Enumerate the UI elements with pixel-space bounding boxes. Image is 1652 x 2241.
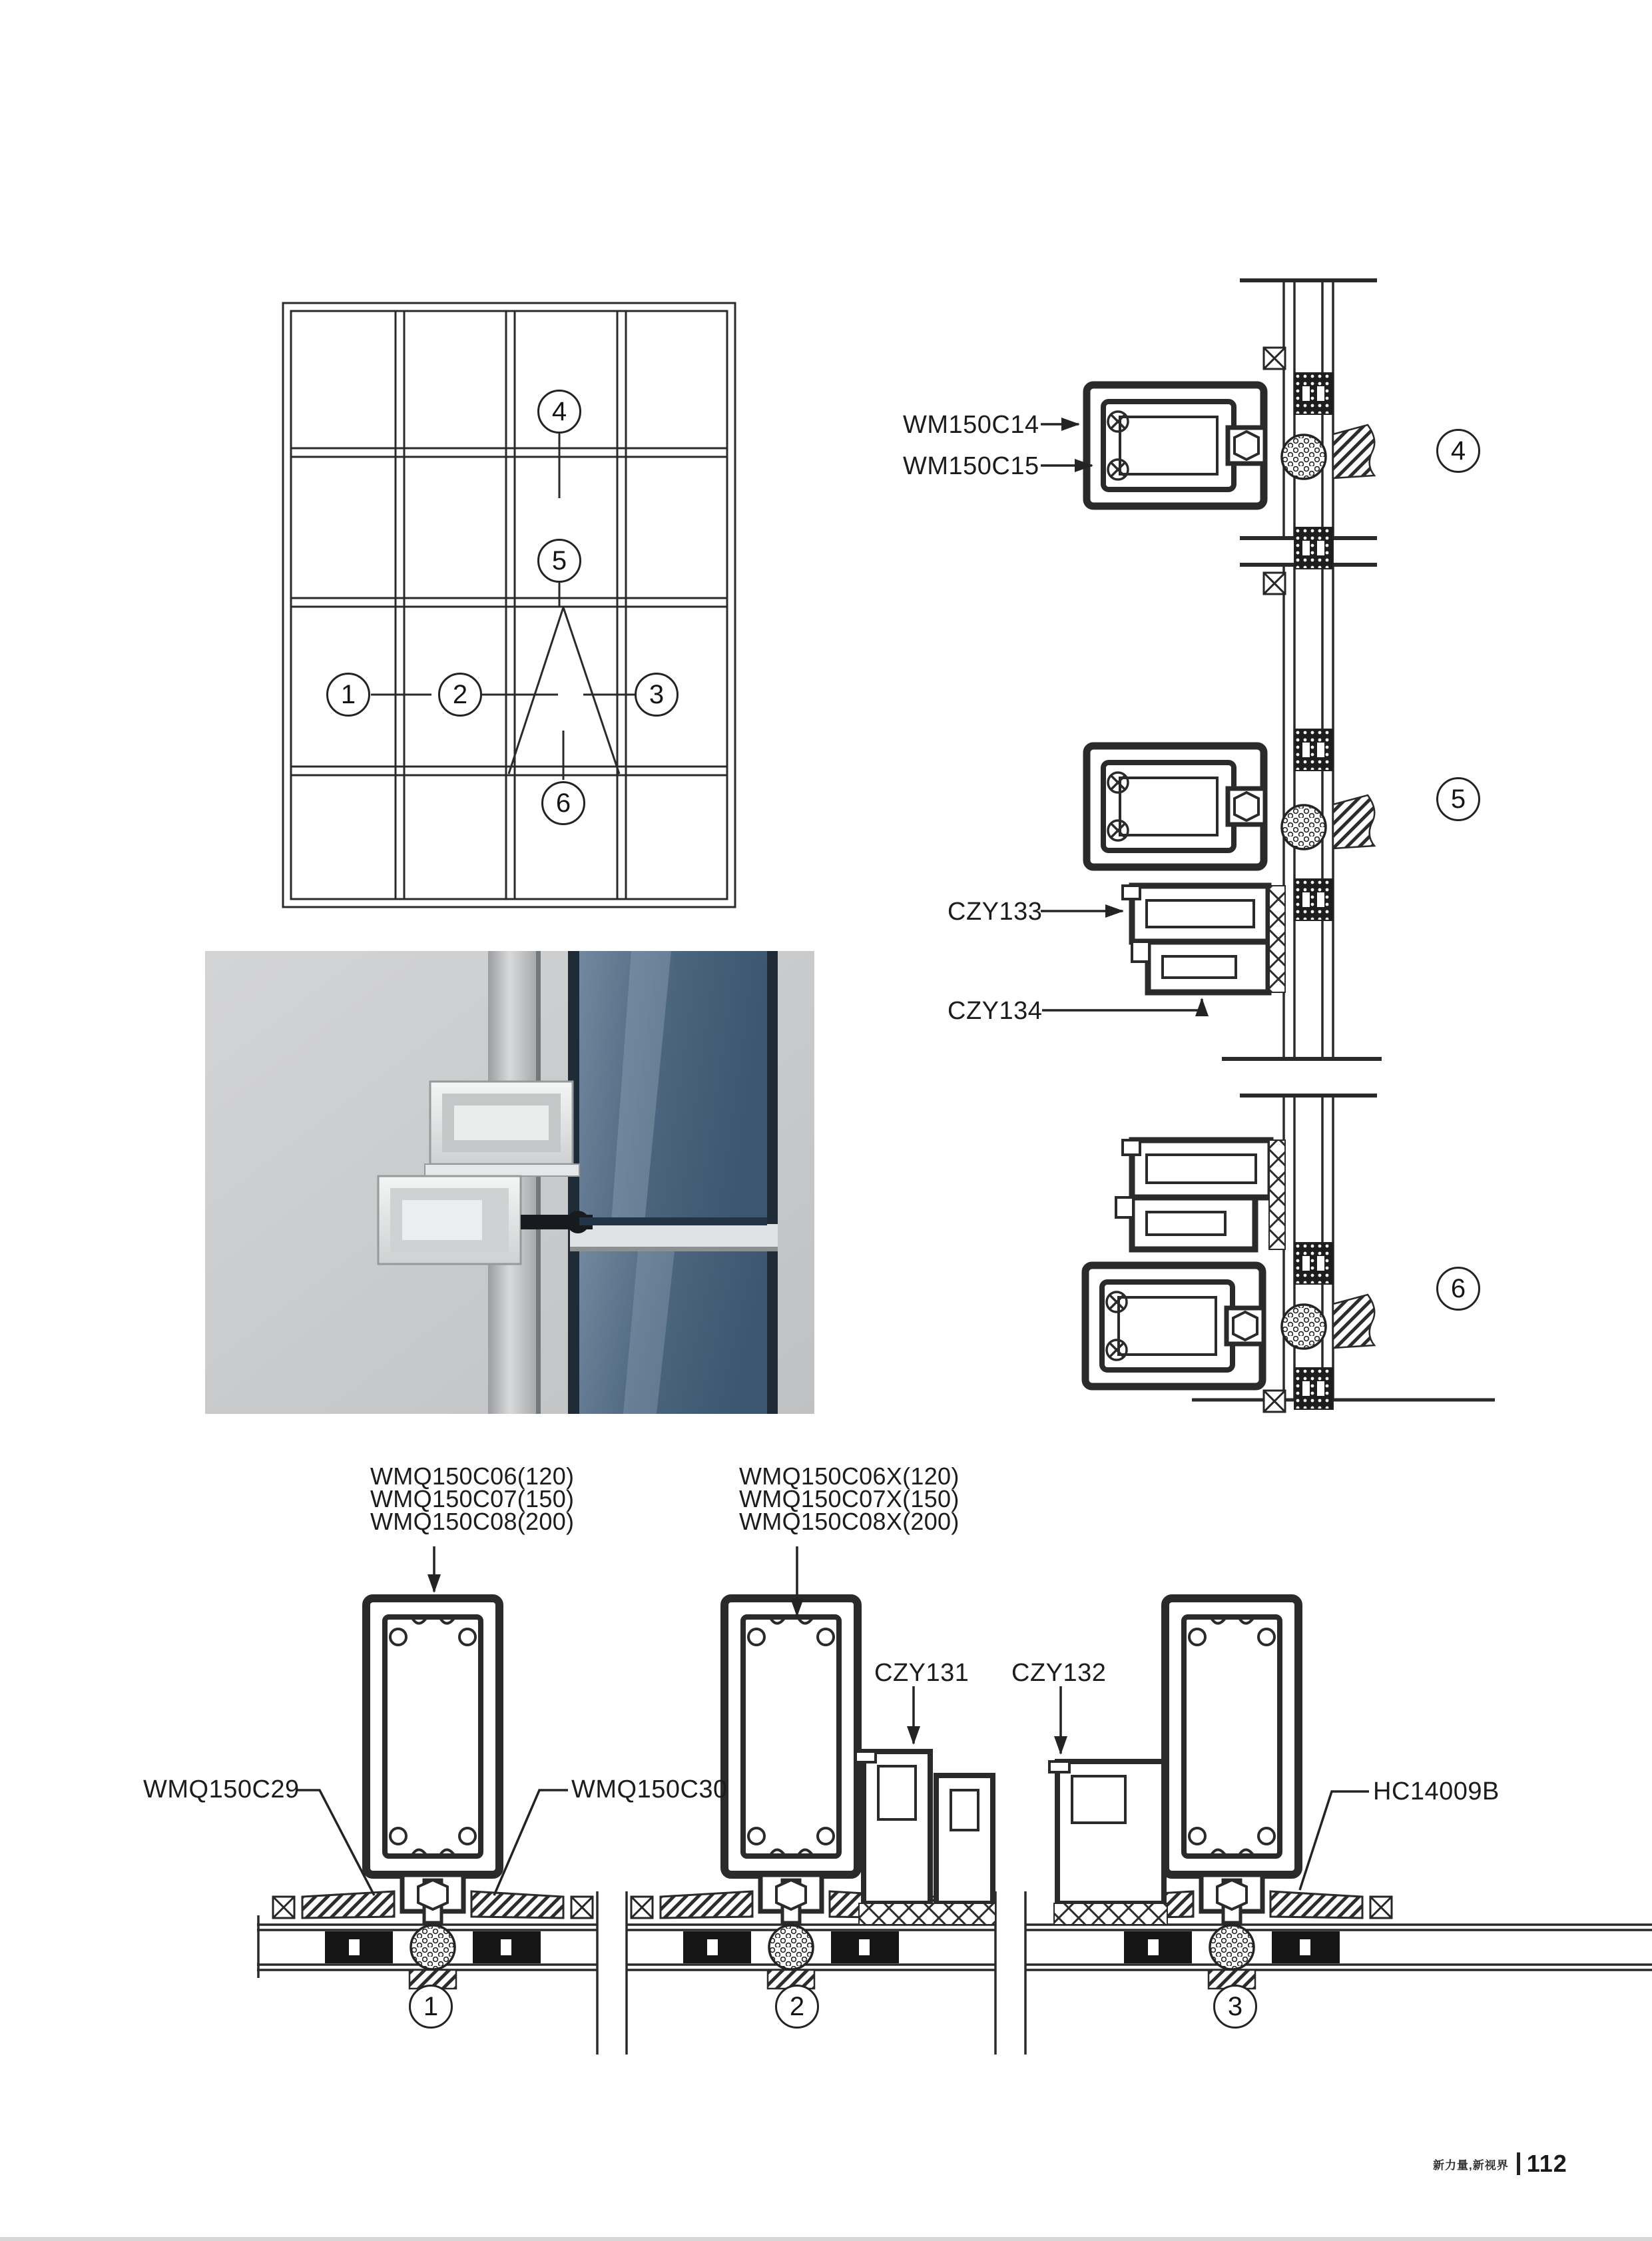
label-wmq150c07x: WMQ150C07X(150) [739,1485,960,1512]
label-group-mullion-2 [739,1462,960,1535]
label-wmq150c07: WMQ150C07(150) [370,1485,575,1512]
elevation-callout-2: 2 [438,673,482,717]
label-wmq150c08x: WMQ150C08X(200) [739,1508,960,1535]
label-czy133: CZY133 [948,898,1043,926]
label-wmq150c30: WMQ150C30 [571,1775,728,1803]
jamb-profile-czy132 [1049,1761,1164,1903]
detail-callout-2: 2 [775,1985,819,2029]
detail-4-drawing [1041,348,1374,594]
label-czy131: CZY131 [874,1659,969,1687]
label-hc14009b: HC14009B [1373,1777,1500,1805]
detail-callout-3: 3 [1213,1985,1257,2029]
elevation-callout-3: 3 [635,673,679,717]
label-wmq150c08: WMQ150C08(200) [370,1508,575,1535]
label-group-mullion-1 [370,1462,575,1535]
jamb-profile-czy131 [856,1752,993,1903]
label-wm150c14: WM150C14 [903,411,1039,439]
elevation-callout-4: 4 [537,390,581,434]
label-wmq150c29: WMQ150C29 [143,1775,300,1803]
label-czy132: CZY132 [1011,1659,1107,1687]
render-photo [205,951,814,1414]
detail-callout-4: 4 [1436,429,1480,473]
detail-callout-6: 6 [1436,1267,1480,1311]
elevation-drawing [283,303,735,907]
label-wmq150c06: WMQ150C06(120) [370,1462,575,1490]
elevation-callout-1: 1 [326,673,370,717]
label-wm150c15: WM150C15 [903,452,1039,480]
detail-6-drawing [1085,1140,1374,1412]
detail-1-drawing [273,1546,593,1989]
detail-5-drawing [1041,729,1374,1010]
detail-2-drawing [631,1546,995,1989]
elevation-callout-5: 5 [537,539,581,583]
detail-callout-1: 1 [409,1985,453,2029]
label-czy134: CZY134 [948,997,1043,1025]
footer-divider [1517,2152,1520,2175]
page-footer [1433,2150,1567,2178]
label-wmq150c06x: WMQ150C06X(120) [739,1462,960,1490]
detail-callout-5: 5 [1436,777,1480,821]
footer-slogan: 新力量,新视界 [1433,2158,1509,2172]
page-number: 112 [1526,2150,1567,2177]
elevation-callout-6: 6 [541,781,585,825]
